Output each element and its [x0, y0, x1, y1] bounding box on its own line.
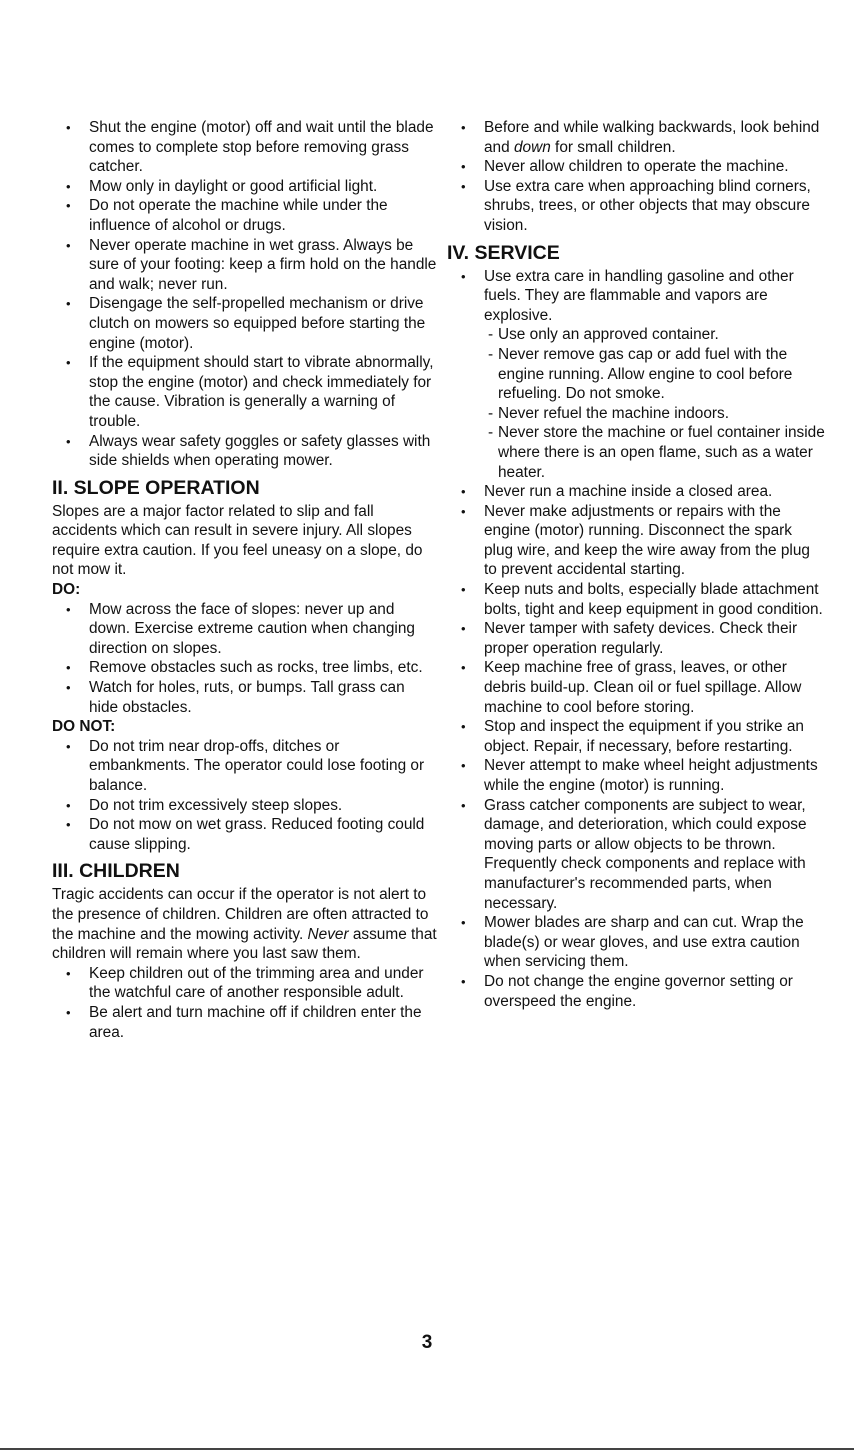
do-not-label: DO NOT:	[52, 718, 116, 736]
sub-list-item: - Never store the machine or fuel container inside where there is an open flame, such as a water heater.	[484, 423, 825, 482]
list-item: • Keep nuts and bolts, especially blade attachment bolts, tight and keep equipment in good condition.	[447, 580, 825, 619]
list-item: • Use extra care when approaching blind corners, shrubs, trees, or other objects that may obscure vision.	[447, 177, 825, 236]
sub-list-item: - Use only an approved container.	[484, 325, 825, 345]
list-item: • If the equipment should start to vibrate abnormally, stop the engine (motor) and check immediately for the cause. Vibration is generally a warning of trouble.	[52, 353, 437, 431]
right-column	[447, 118, 825, 1011]
list-item: • Shut the engine (motor) off and wait until the blade comes to complete stop before removing grass catcher.	[52, 118, 437, 177]
children-intro-emphasis: Never	[307, 925, 349, 943]
list-item: • Mow across the face of slopes: never up and down. Exercise extreme caution when changing direction on slopes.	[52, 600, 437, 659]
list-item: • Grass catcher components are subject to wear, damage, and deterioration, which could expose moving parts or allow objects to be thrown. Frequently check components and replace with manufacturer's recommended parts, when necessary.	[447, 796, 825, 914]
list-item: • Mow only in daylight or good artificial light.	[52, 177, 437, 197]
bottom-rule	[0, 1448, 854, 1450]
list-item: • Keep machine free of grass, leaves, or other debris build-up. Clean oil or fuel spillage. Allow machine to cool before storing.	[447, 658, 825, 717]
list-item: • Do not operate the machine while under the influence of alcohol or drugs.	[52, 196, 437, 235]
list-item: • Keep children out of the trimming area and under the watchful care of another responsible adult.	[52, 964, 437, 1003]
slope-intro: Slopes are a major factor related to slip and fall accidents which can result in severe injury. All slopes require extra caution. If you feel uneasy on a slope, do not mow it.	[52, 502, 423, 579]
children-continued-list	[447, 118, 825, 236]
list-item: • Do not trim excessively steep slopes.	[52, 796, 437, 816]
list-item: • Watch for holes, ruts, or bumps. Tall grass can hide obstacles.	[52, 678, 437, 717]
children-list	[52, 964, 437, 1042]
list-item: • Never make adjustments or repairs with the engine (motor) running. Disconnect the spark plug wire, and keep the wire away from the plug to prevent accidental starting.	[447, 502, 825, 580]
list-item: • Never run a machine inside a closed area.	[447, 482, 825, 502]
children-intro-part1: Tragic accidents can occur if the operator is not alert to the presence of children. Children are often attracted to the machine and the mowing activity.	[52, 886, 429, 943]
children-intro	[52, 885, 437, 963]
list-item	[447, 267, 825, 483]
list-item: • Stop and inspect the equipment if you strike an object. Repair, if necessary, before restarting.	[447, 717, 825, 756]
sub-list-item: - Never refuel the machine indoors.	[484, 404, 825, 424]
list-item: • Do not trim near drop-offs, ditches or embankments. The operator could lose footing or balance.	[52, 737, 437, 796]
list-item: • Mower blades are sharp and can cut. Wrap the blade(s) or wear gloves, and use extra caution when servicing them.	[447, 913, 825, 972]
page-number: 3	[421, 1332, 433, 1353]
list-item: • Never operate machine in wet grass. Always be sure of your footing: keep a firm hold on the handle and walk; never run.	[52, 236, 437, 295]
fuel-sublist	[484, 325, 825, 482]
list-item: • Never allow children to operate the machine.	[447, 157, 825, 177]
list-item: • Disengage the self-propelled mechanism or drive clutch on mowers so equipped before starting the engine (motor).	[52, 294, 437, 353]
list-item: • Remove obstacles such as rocks, tree limbs, etc.	[52, 658, 437, 678]
do-label: DO:	[52, 581, 81, 599]
list-item	[447, 118, 825, 157]
list-item: • Do not mow on wet grass. Reduced footing could cause slipping.	[52, 815, 437, 854]
section-heading-slope: II. SLOPE OPERATION	[52, 476, 260, 499]
section-heading-children: III. CHILDREN	[52, 860, 180, 883]
list-item: • Never attempt to make wheel height adjustments while the engine (motor) is running.	[447, 756, 825, 795]
do-not-list	[52, 737, 437, 855]
fuel-intro: Use extra care in handling gasoline and other fuels. They are flammable and vapors are explosive.	[484, 267, 794, 324]
backwards-emphasis: down	[513, 138, 551, 156]
sub-list-item: - Never remove gas cap or add fuel with the engine running. Allow engine to cool before refueling. Do not smoke.	[484, 345, 825, 404]
list-item: • Be alert and turn machine off if children enter the area.	[52, 1003, 437, 1042]
do-list	[52, 600, 437, 718]
left-column	[52, 118, 437, 1042]
service-list	[447, 267, 825, 1012]
general-operation-list	[52, 118, 437, 471]
children-intro-part2: assume that children will remain where you last saw them.	[52, 925, 437, 963]
backwards-part1: Before and while walking backwards, look behind and	[484, 119, 820, 156]
list-item: • Do not change the engine governor setting or overspeed the engine.	[447, 972, 825, 1011]
backwards-part2: for small children.	[555, 138, 676, 156]
list-item: • Never tamper with safety devices. Check their proper operation regularly.	[447, 619, 825, 658]
list-item: • Always wear safety goggles or safety glasses with side shields when operating mower.	[52, 432, 437, 471]
section-heading-service: IV. SERVICE	[447, 241, 560, 264]
